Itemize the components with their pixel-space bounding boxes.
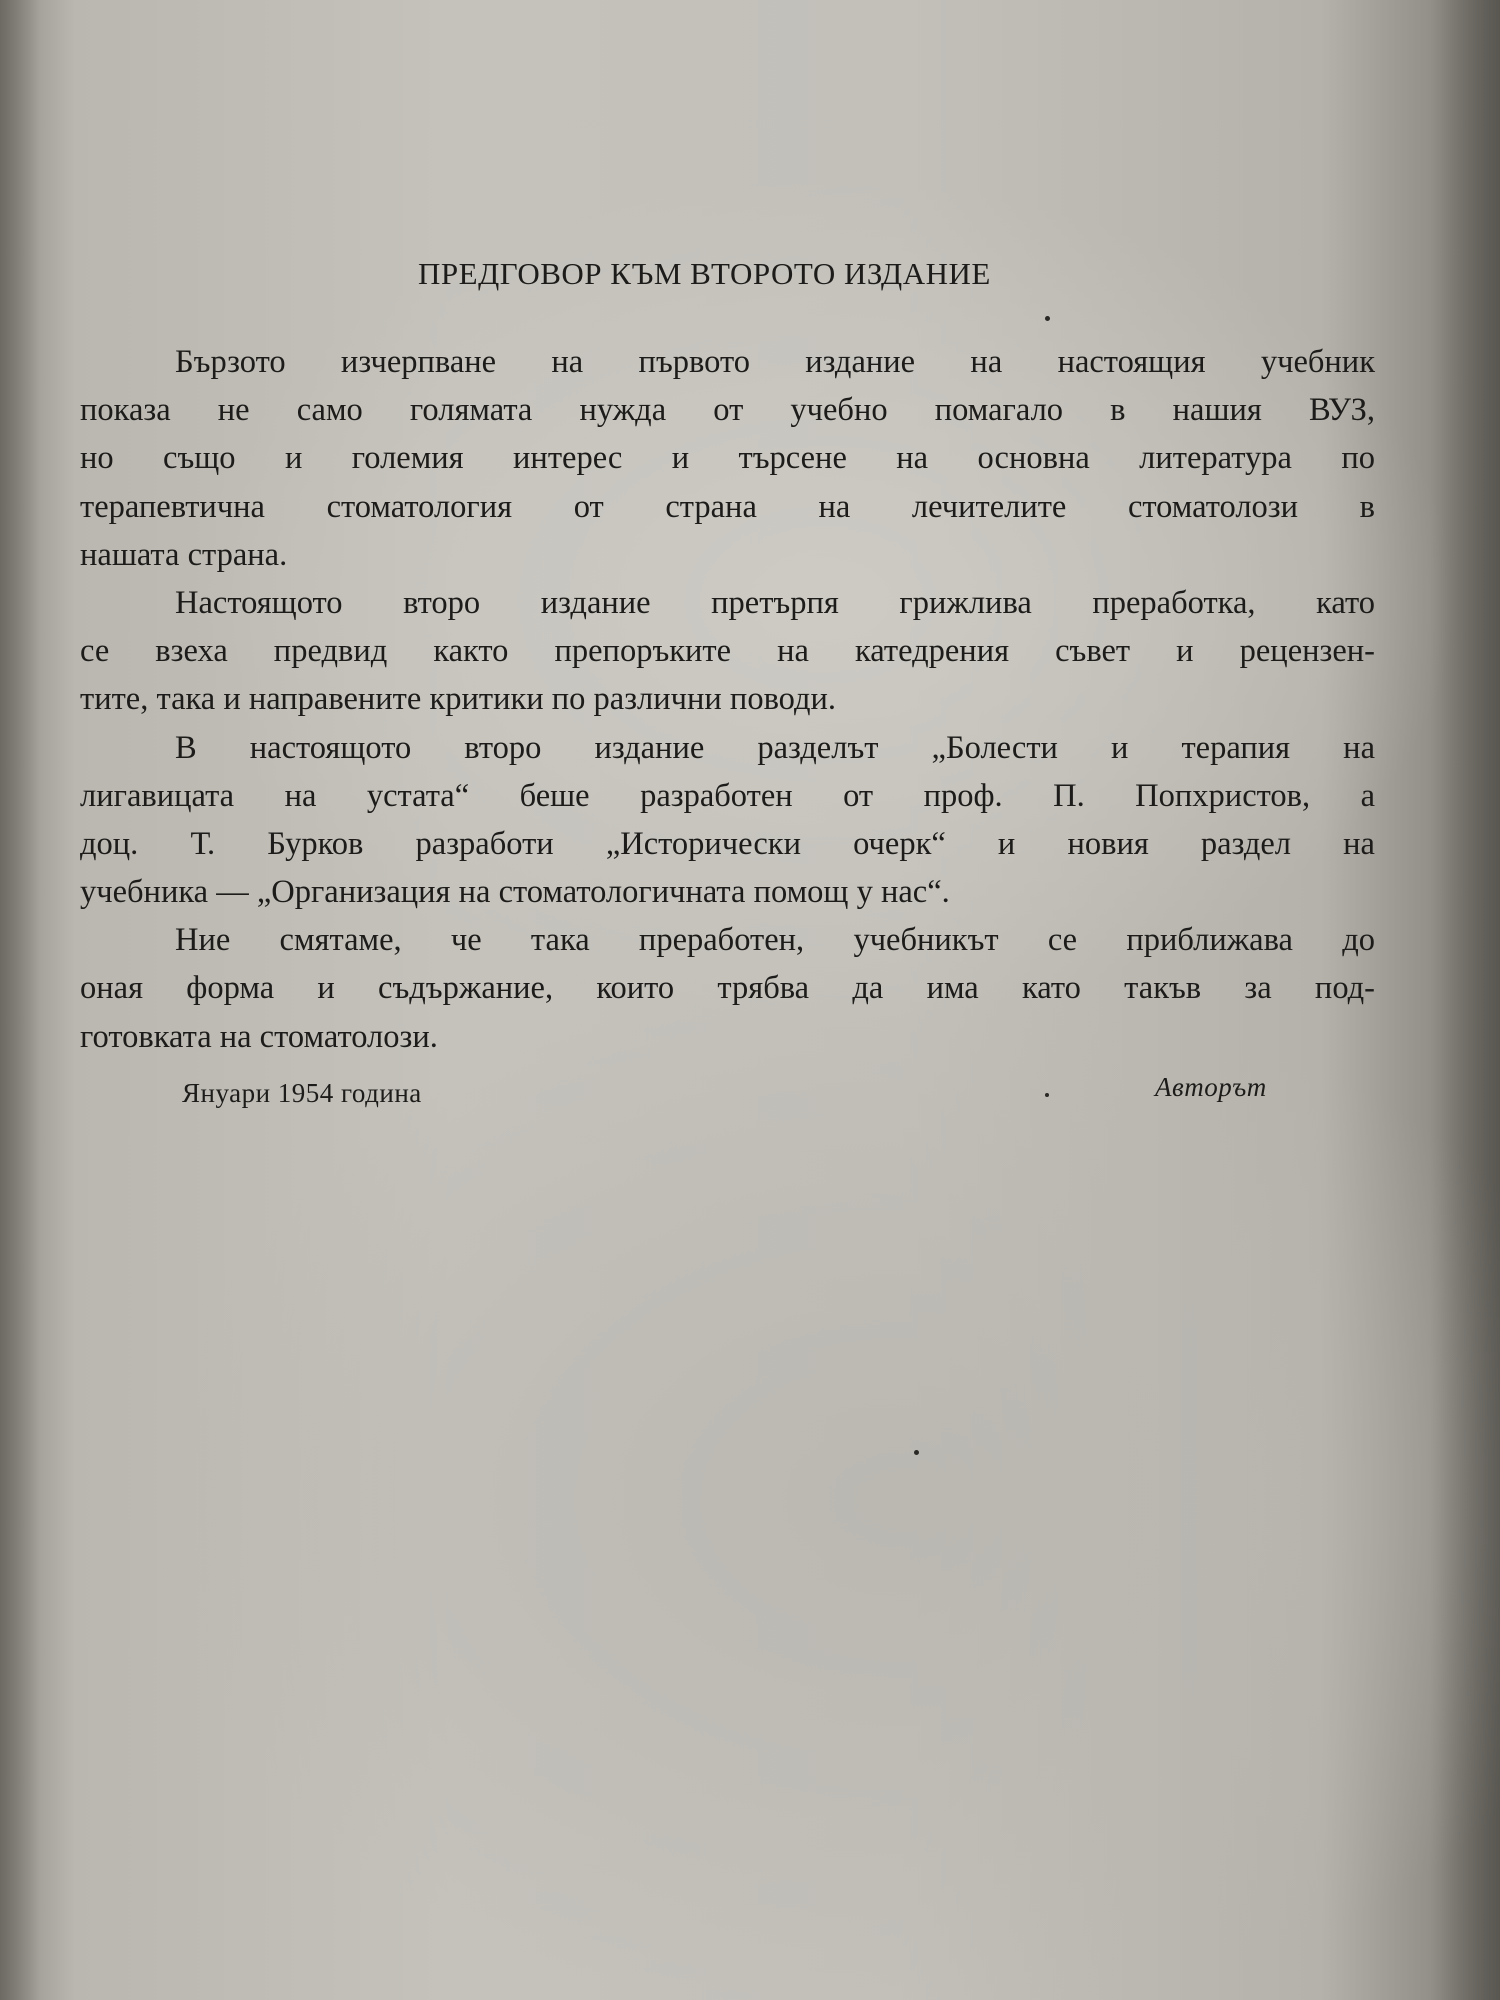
- ink-speck: [1045, 1093, 1049, 1097]
- text-line: терапевтична стоматология от страна на лечителите стоматолози в: [80, 488, 1375, 525]
- text-line: Бързото изчерпване на първото издание на настоящия учебник: [175, 344, 1375, 380]
- text-line: доц. Т. Бурков разработи „Исторически очерк“ и новия раздел на: [80, 825, 1375, 862]
- text-line: показа не само голямата нужда от учебно помагало в нашия ВУЗ,: [80, 392, 1375, 429]
- text-line: Ние смятаме, че така преработен, учебникът се приближава до: [175, 922, 1375, 959]
- text-line: оная форма и съдържание, които трябва да има като такъв за под-: [80, 970, 1375, 1007]
- text-line: тите, така и направените критики по различни поводи.: [80, 681, 837, 718]
- text-line: нашата страна.: [80, 536, 288, 573]
- text-line: Настоящото второ издание претърпя грижлива преработка, като: [175, 584, 1375, 621]
- page-edge-shadow: [1430, 0, 1500, 2000]
- preface-date: Януари 1954 година: [182, 1078, 422, 1108]
- ink-speck: [914, 1450, 919, 1455]
- text-line: се взеха предвид както препоръките на катедрения съвет и рецензен-: [80, 633, 1375, 670]
- text-line: но също и големия интерес и търсене на основна литература по: [80, 440, 1375, 477]
- text-line: учебника — „Организация на стоматологичната помощ у нас“.: [80, 874, 950, 911]
- text-line: лигавицата на устата“ беше разработен от проф. П. Попхристов, а: [80, 777, 1375, 814]
- preface-body: [80, 338, 1375, 1061]
- page-title: ПРЕДГОВОР КЪМ ВТОРОТО ИЗДАНИЕ: [418, 256, 991, 291]
- preface-author: Авторът: [1155, 1072, 1267, 1102]
- ink-speck: [1045, 316, 1050, 321]
- spine-shadow: [0, 0, 40, 2000]
- text-line: В настоящото второ издание разделът „Болести и терапия на: [175, 729, 1375, 766]
- text-line: готовката на стоматолози.: [80, 1018, 438, 1055]
